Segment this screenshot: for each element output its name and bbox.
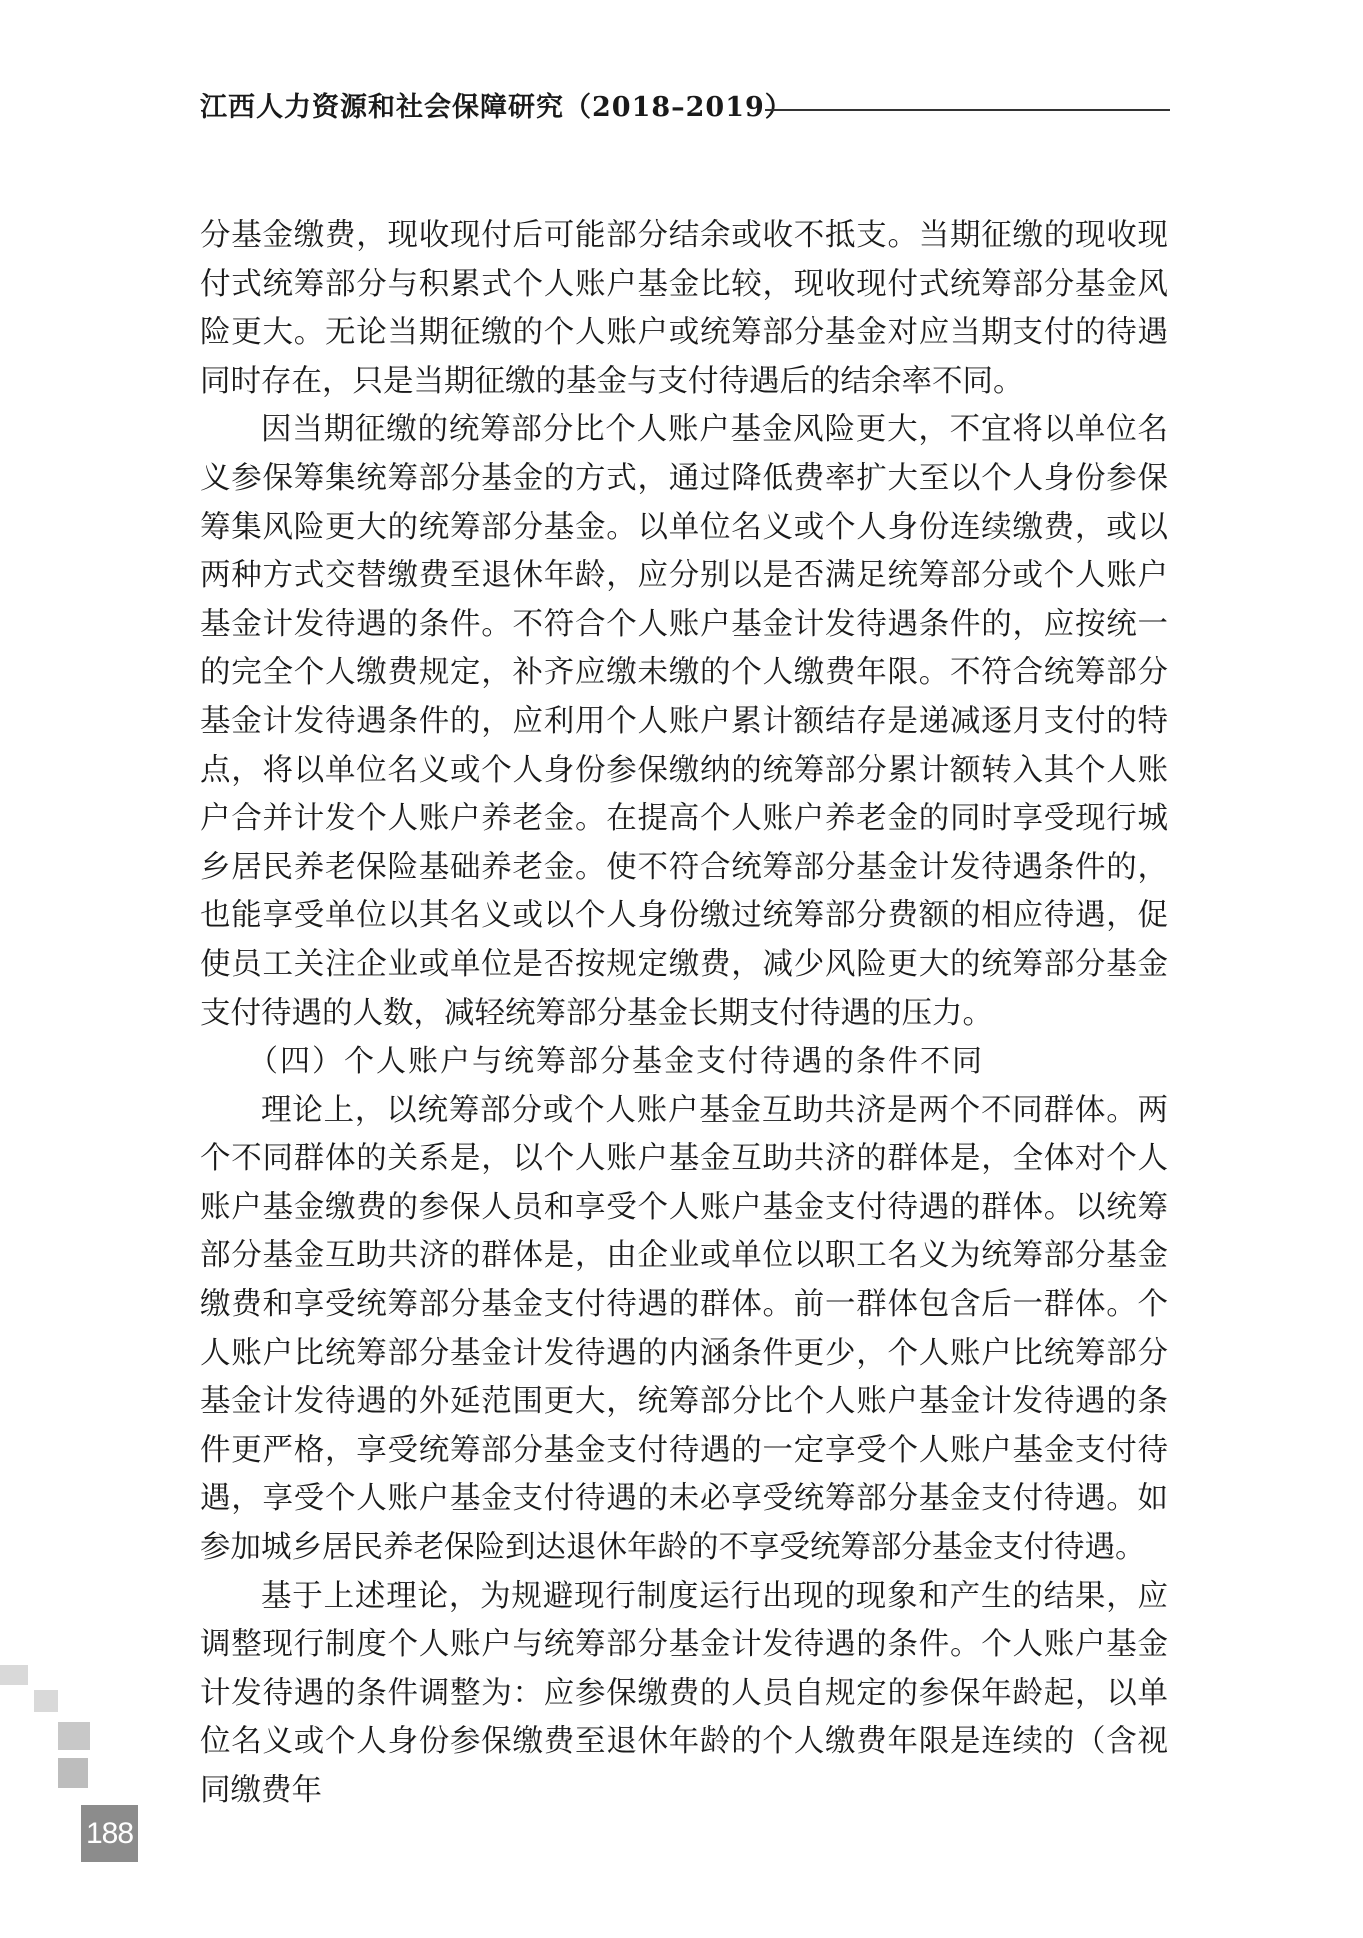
running-header [200,88,1170,128]
paragraph: 理论上，以统筹部分或个人账户基金互助共济是两个不同群体。两个不同群体的关系是，以个人账户基金互助共济的群体是，全体对个人账户基金缴费的参保人员和享受个人账户基金支付待遇的群体。以统筹部分基金互助共济的群体是，由企业或单位以职工名义为统筹部分基金缴费和享受统筹部分基金支付待遇的群体。前一群体包含后一群体。个人账户比统筹部分基金计发待遇的内涵条件更少，个人账户比统筹部分基金计发待遇的外延范围更大，统筹部分比个人账户基金计发待遇的条件更严格，享受统筹部分基金支付待遇的一定享受个人账户基金支付待遇，享受个人账户基金支付待遇的未必享受统筹部分基金支付待遇。如参加城乡居民养老保险到达退休年龄的不享受统筹部分基金支付待遇。 [200,1092,1168,1566]
section-heading: （四）个人账户与统筹部分基金支付待遇的条件不同 [248,1044,984,1080]
decorative-square [58,1722,90,1750]
book-title: 江西人力资源和社会保障研究（2018–2019） [200,92,793,123]
paragraph: 基于上述理论，为规避现行制度运行出现的现象和产生的结果，应调整现行制度个人账户与统筹部分基金计发待遇的条件。个人账户基金计发待遇的条件调整为：应参保缴费的人员自规定的参保年龄起，以单位名义或个人身份参保缴费至退休年龄的个人缴费年限是连续的（含视同缴费年 [200,1578,1168,1808]
page-number-box [81,1805,138,1862]
paragraph: 因当期征缴的统筹部分比个人账户基金风险更大，不宜将以单位名义参保筹集统筹部分基金的方式，通过降低费率扩大至以个人身份参保筹集风险更大的统筹部分基金。以单位名义或个人身份连续缴费，或以两种方式交替缴费至退休年龄，应分别以是否满足统筹部分或个人账户基金计发待遇的条件。不符合个人账户基金计发待遇条件的，应按统一的完全个人缴费规定，补齐应缴未缴的个人缴费年限。不符合统筹部分基金计发待遇条件的，应利用个人账户累计额结存是递减逐月支付的特点，将以单位名义或个人身份参保缴纳的统筹部分累计额转入其个人账户合并计发个人账户养老金。在提高个人账户养老金的同时享受现行城乡居民养老保险基础养老金。使不符合统筹部分基金计发待遇条件的，也能享受单位以其名义或以个人身份缴过统筹部分费额的相应待遇，促使员工关注企业或单位是否按规定缴费，减少风险更大的统筹部分基金支付待遇的人数，减轻统筹部分基金长期支付待遇的压力。 [200,412,1168,1031]
decorative-square [58,1758,88,1788]
page-number: 188 [85,1816,134,1850]
paragraph: 分基金缴费，现收现付后可能部分结余或收不抵支。当期征缴的现收现付式统筹部分与积累式个人账户基金比较，现收现付式统筹部分基金风险更大。无论当期征缴的个人账户或统筹部分基金对应当期支付的待遇同时存在，只是当期征缴的基金与支付待遇后的结余率不同。 [200,218,1168,399]
decorative-square [34,1690,58,1712]
header-rule [765,109,1170,111]
decorative-square [0,1665,28,1685]
main-text [200,212,1168,1816]
